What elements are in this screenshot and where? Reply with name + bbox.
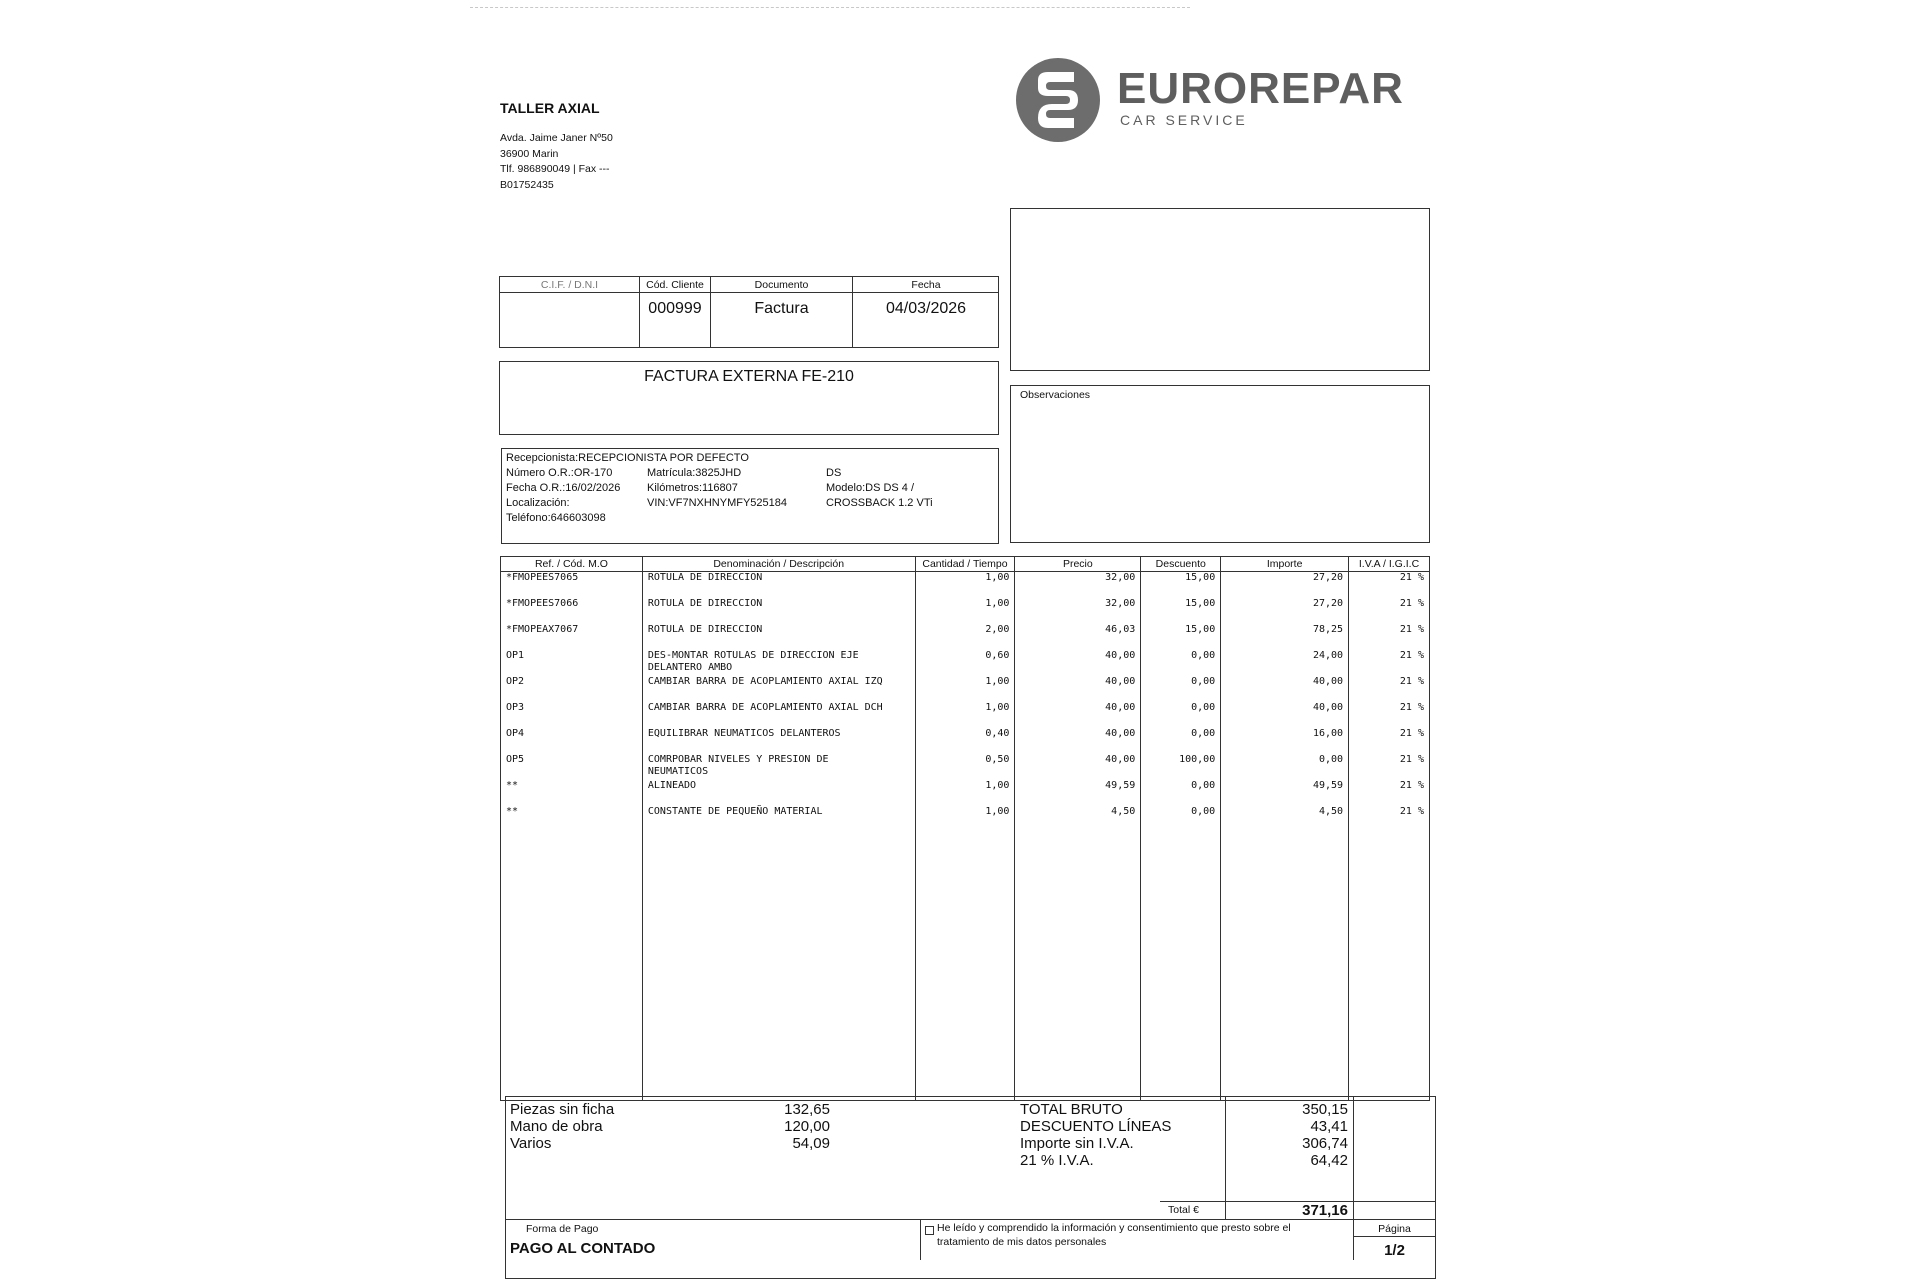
- descuento-lineas-label: DESCUENTO LÍNEAS: [1020, 1118, 1172, 1135]
- empty-cell: [1349, 832, 1430, 1101]
- row-ref: *FMOPEES7066: [501, 598, 643, 624]
- row-ref: OP4: [501, 728, 643, 754]
- telefono: Teléfono:646603098: [506, 512, 606, 524]
- row-cantidad: 1,00: [915, 572, 1015, 599]
- row-descuento: 100,00: [1141, 754, 1221, 780]
- row-descuento: 0,00: [1141, 676, 1221, 702]
- observaciones-label: Observaciones: [1020, 389, 1091, 401]
- row-desc: ALINEADO: [642, 780, 915, 806]
- row-importe: 78,25: [1221, 624, 1349, 650]
- cliente-value: 000999: [648, 300, 702, 317]
- modelo-line2: CROSSBACK 1.2 VTi: [826, 497, 933, 509]
- consent-text-line2: tratamiento de mis datos personales: [937, 1236, 1107, 1248]
- row-ref: *FMOPEAX7067: [501, 624, 643, 650]
- table-row: [501, 702, 1430, 728]
- row-cantidad: 1,00: [915, 806, 1015, 832]
- table-header-row: [501, 557, 1430, 572]
- row-iva: 21 %: [1349, 702, 1430, 728]
- vin: VIN:VF7NXHNYMFY525184: [647, 497, 787, 509]
- row-iva: 21 %: [1349, 598, 1430, 624]
- col-header-precio: Precio: [1015, 557, 1141, 572]
- documento-label: Documento: [754, 279, 809, 291]
- items-table: [500, 556, 1430, 1101]
- summary-left-row: [510, 1118, 830, 1135]
- col-header-cantidad: Cantidad / Tiempo: [915, 557, 1015, 572]
- table-row: [501, 650, 1430, 676]
- row-importe: 16,00: [1221, 728, 1349, 754]
- row-precio: 40,00: [1015, 676, 1141, 702]
- table-row: [501, 598, 1430, 624]
- footer-col-line: [920, 1220, 921, 1260]
- row-importe: 49,59: [1221, 780, 1349, 806]
- col-header-descuento: Descuento: [1141, 557, 1221, 572]
- summary-left-row: [510, 1101, 830, 1118]
- row-ref: OP2: [501, 676, 643, 702]
- table-row: [501, 572, 1430, 599]
- iva-label: 21 % I.V.A.: [1020, 1152, 1094, 1169]
- row-precio: 40,00: [1015, 728, 1141, 754]
- kilometros: Kilómetros:116807: [647, 482, 738, 494]
- row-precio: 40,00: [1015, 702, 1141, 728]
- pagina-value: 1/2: [1384, 1242, 1405, 1259]
- row-importe: 40,00: [1221, 702, 1349, 728]
- row-precio: 32,00: [1015, 598, 1141, 624]
- summary-left-value: 120,00: [784, 1118, 830, 1135]
- empty-cell: [1221, 832, 1349, 1101]
- row-descuento: 0,00: [1141, 806, 1221, 832]
- summary-left-value: 132,65: [784, 1101, 830, 1118]
- address-line: Avda. Jaime Janer Nº50: [500, 132, 613, 144]
- row-iva: 21 %: [1349, 572, 1430, 599]
- summary-left-label: Mano de obra: [510, 1118, 603, 1135]
- fecha-label: Fecha: [911, 279, 941, 291]
- row-precio: 4,50: [1015, 806, 1141, 832]
- empty-cell: [915, 832, 1015, 1101]
- row-iva: 21 %: [1349, 624, 1430, 650]
- row-ref: *FMOPEES7065: [501, 572, 643, 599]
- total-value: 371,16: [1302, 1202, 1348, 1219]
- address-line: Tlf. 986890049 | Fax ---: [500, 163, 610, 175]
- table-row: [501, 676, 1430, 702]
- row-iva: 21 %: [1349, 754, 1430, 780]
- row-descuento: 15,00: [1141, 572, 1221, 599]
- row-ref: **: [501, 806, 643, 832]
- table-row: [501, 806, 1430, 832]
- row-desc: ROTULA DE DIRECCION: [642, 624, 915, 650]
- row-descuento: 0,00: [1141, 702, 1221, 728]
- scan-edge-line: [470, 7, 1190, 8]
- summary-left: [510, 1101, 830, 1152]
- row-importe: 4,50: [1221, 806, 1349, 832]
- logo-subtitle: CAR SERVICE: [1120, 112, 1248, 128]
- total-label: Total €: [1168, 1204, 1199, 1216]
- summary-left-value: 54,09: [792, 1135, 830, 1152]
- pagina-label: Página: [1378, 1223, 1411, 1235]
- table-filler-row: [501, 832, 1430, 1101]
- cliente-label: Cód. Cliente: [646, 279, 704, 291]
- col-header-ref: Ref. / Cód. M.O: [501, 557, 643, 572]
- row-importe: 24,00: [1221, 650, 1349, 676]
- localizacion: Localización:: [506, 497, 570, 509]
- row-desc: COMRPOBAR NIVELES Y PRESION DE NEUMATICOS: [642, 754, 915, 780]
- summary-left-row: [510, 1135, 830, 1152]
- table-row: [501, 754, 1430, 780]
- row-desc: EQUILIBRAR NEUMATICOS DELANTEROS: [642, 728, 915, 754]
- table-row: [501, 624, 1430, 650]
- row-descuento: 0,00: [1141, 780, 1221, 806]
- row-precio: 49,59: [1015, 780, 1141, 806]
- row-cantidad: 1,00: [915, 702, 1015, 728]
- row-importe: 0,00: [1221, 754, 1349, 780]
- total-bruto-value: 350,15: [1302, 1101, 1348, 1118]
- iva-value: 64,42: [1310, 1152, 1348, 1169]
- row-iva: 21 %: [1349, 676, 1430, 702]
- descuento-lineas-value: 43,41: [1310, 1118, 1348, 1135]
- row-cantidad: 1,00: [915, 598, 1015, 624]
- logo-wordmark: EUROREPAR: [1117, 64, 1404, 113]
- row-iva: 21 %: [1349, 780, 1430, 806]
- cif-label: C.I.F. / D.N.I: [540, 279, 599, 291]
- fecha-value: 04/03/2026: [885, 300, 967, 317]
- order-info-col3: [826, 466, 933, 511]
- row-ref: **: [501, 780, 643, 806]
- total-bruto-label: TOTAL BRUTO: [1020, 1101, 1123, 1118]
- row-ref: OP3: [501, 702, 643, 728]
- row-ref: OP5: [501, 754, 643, 780]
- row-importe: 27,20: [1221, 598, 1349, 624]
- row-desc: CAMBIAR BARRA DE ACOPLAMIENTO AXIAL DCH: [642, 702, 915, 728]
- order-info-col2: [647, 466, 787, 511]
- importe-sin-iva-label: Importe sin I.V.A.: [1020, 1135, 1134, 1152]
- forma-pago-value: PAGO AL CONTADO: [510, 1240, 656, 1257]
- row-desc: DES-MONTAR ROTULAS DE DIRECCION EJE DELANTERO AMBO: [642, 650, 915, 676]
- pagina-divider: [1353, 1236, 1435, 1237]
- empty-cell: [1141, 832, 1221, 1101]
- row-descuento: 0,00: [1141, 650, 1221, 676]
- row-ref: OP1: [501, 650, 643, 676]
- importe-sin-iva-value: 306,74: [1302, 1135, 1348, 1152]
- summary-left-label: Piezas sin ficha: [510, 1101, 615, 1118]
- summary-right-values: [1226, 1101, 1348, 1169]
- row-precio: 32,00: [1015, 572, 1141, 599]
- observaciones-box: [1010, 385, 1430, 543]
- empty-cell: [501, 832, 643, 1101]
- client-address-box: [1010, 208, 1430, 371]
- row-iva: 21 %: [1349, 806, 1430, 832]
- row-cantidad: 2,00: [915, 624, 1015, 650]
- row-iva: 21 %: [1349, 728, 1430, 754]
- company-address: [500, 131, 613, 193]
- row-desc: ROTULA DE DIRECCION: [642, 598, 915, 624]
- modelo-line1: Modelo:DS DS 4 /: [826, 482, 915, 494]
- empty-cell: [1015, 832, 1141, 1101]
- consent-text: He leído y comprendido la información y consentimiento que presto sobre el: [937, 1222, 1291, 1234]
- col-header-iva: I.V.A / I.G.I.C: [1349, 557, 1430, 572]
- row-descuento: 15,00: [1141, 624, 1221, 650]
- table-row: [501, 728, 1430, 754]
- row-iva: 21 %: [1349, 650, 1430, 676]
- invoice-title: FACTURA EXTERNA FE-210: [644, 368, 854, 385]
- row-desc: CAMBIAR BARRA DE ACOPLAMIENTO AXIAL IZQ: [642, 676, 915, 702]
- table-row: [501, 780, 1430, 806]
- eurorepar-logo-icon: [1016, 58, 1100, 142]
- recepcionista: Recepcionista:RECEPCIONISTA POR DEFECTO: [506, 452, 749, 464]
- numero-or: Número O.R.:OR-170: [506, 467, 613, 479]
- doc-header-divider: [500, 292, 998, 293]
- address-line: B01752435: [500, 178, 554, 191]
- empty-cell: [642, 832, 915, 1101]
- forma-pago-label: Forma de Pago: [526, 1223, 599, 1235]
- row-cantidad: 0,60: [915, 650, 1015, 676]
- consent-checkbox[interactable]: [925, 1226, 934, 1235]
- row-cantidad: 0,40: [915, 728, 1015, 754]
- row-desc: CONSTANTE DE PEQUEÑO MATERIAL: [642, 806, 915, 832]
- fecha-or: Fecha O.R.:16/02/2026: [506, 482, 621, 494]
- summary-left-label: Varios: [510, 1135, 552, 1152]
- row-descuento: 0,00: [1141, 728, 1221, 754]
- row-importe: 27,20: [1221, 572, 1349, 599]
- row-importe: 40,00: [1221, 676, 1349, 702]
- documento-value: Factura: [754, 300, 809, 317]
- matricula: Matrícula:3825JHD: [647, 467, 742, 479]
- row-precio: 46,03: [1015, 624, 1141, 650]
- row-cantidad: 1,00: [915, 780, 1015, 806]
- row-precio: 40,00: [1015, 754, 1141, 780]
- row-desc: ROTULA DE DIRECCION: [642, 572, 915, 599]
- col-header-desc: Denominación / Descripción: [642, 557, 915, 572]
- summary-right-labels: [1020, 1101, 1171, 1169]
- address-line: 36900 Marin: [500, 147, 559, 160]
- company-name: TALLER AXIAL: [500, 100, 600, 116]
- marca: DS: [826, 467, 842, 479]
- col-header-importe: Importe: [1221, 557, 1349, 572]
- row-cantidad: 1,00: [915, 676, 1015, 702]
- row-descuento: 15,00: [1141, 598, 1221, 624]
- row-cantidad: 0,50: [915, 754, 1015, 780]
- row-precio: 40,00: [1015, 650, 1141, 676]
